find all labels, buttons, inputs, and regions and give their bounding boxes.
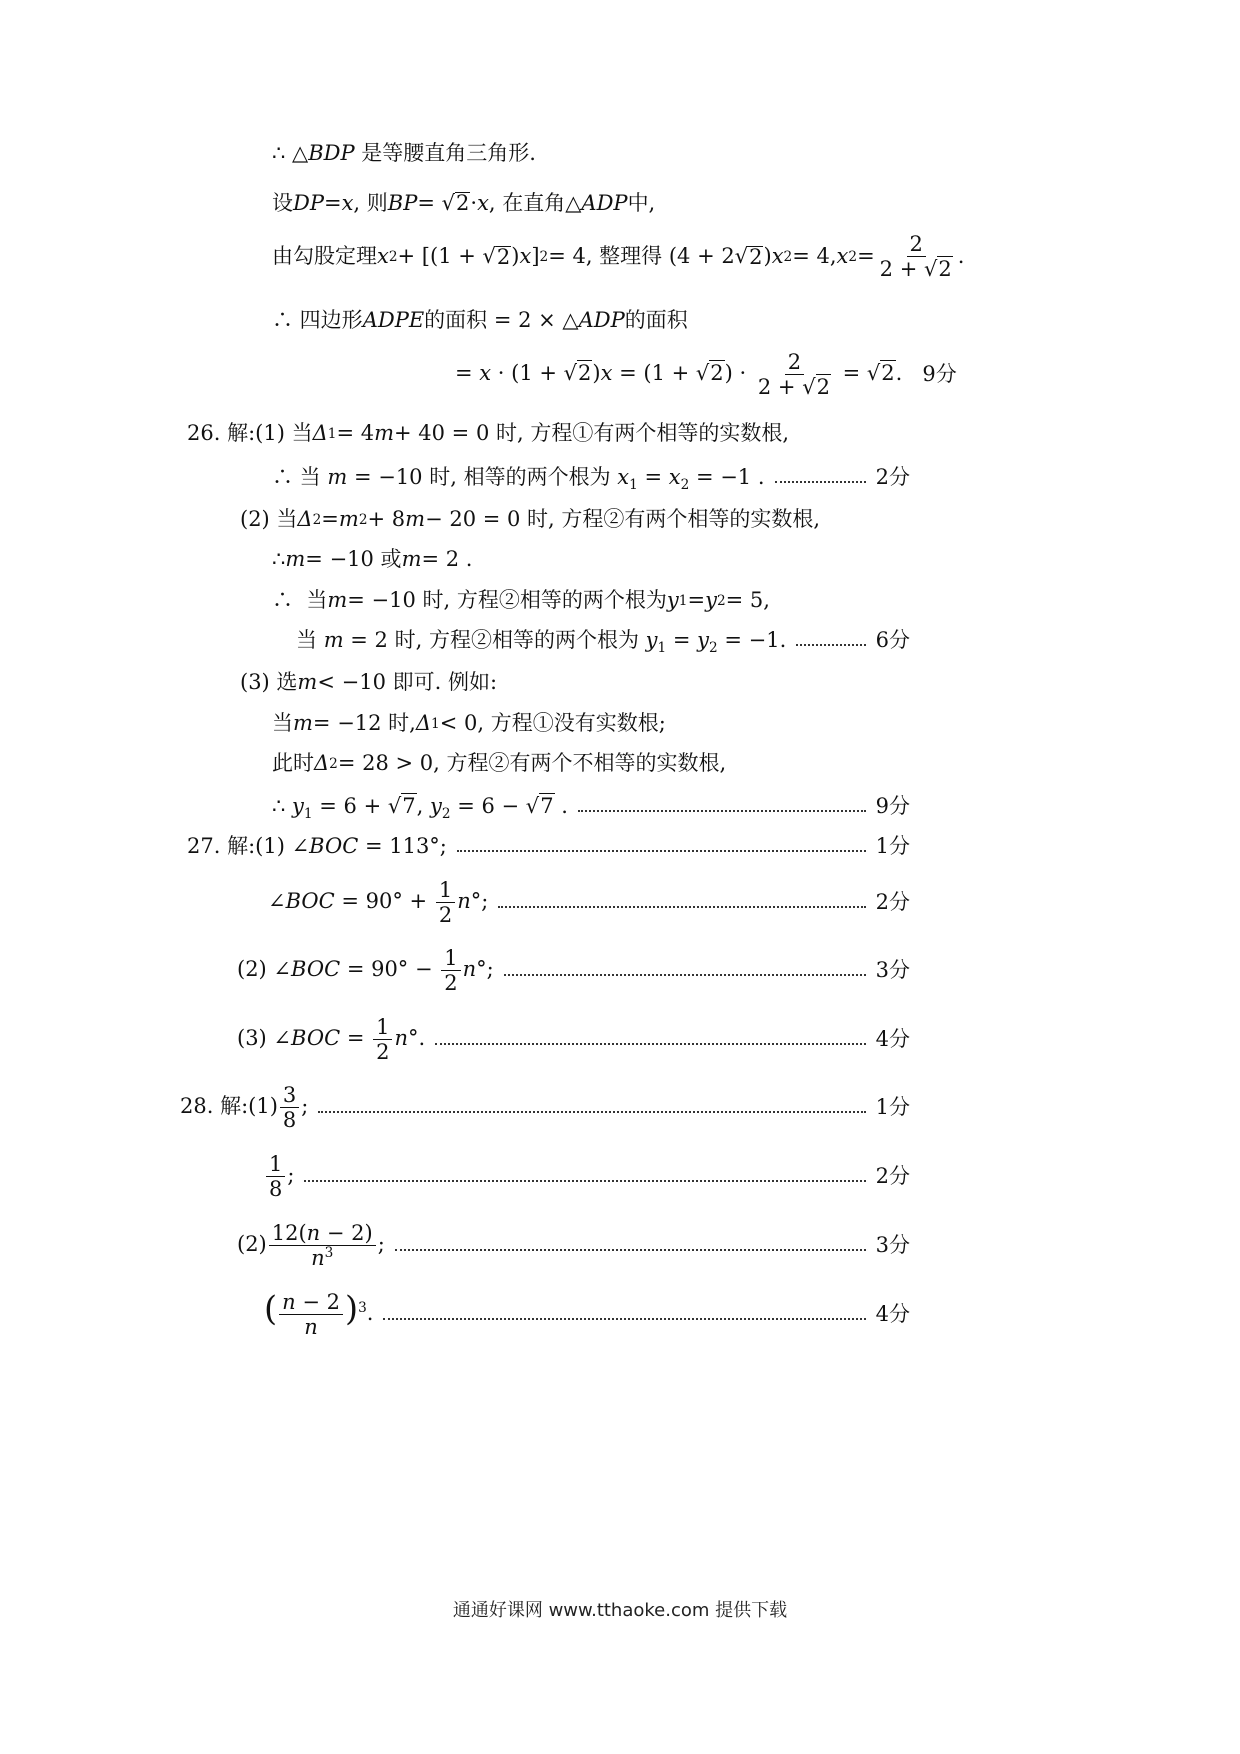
footer-text: 通通好课网 www.tthaoke.com 提供下载 [452,1600,788,1621]
text-line: ∴ △ BDP 是等腰直角三角形. [272,141,536,165]
text-line: 由勾股定理 x 2 + [(1 + √ 2 ) x ] 2 = 4, 整理得 (4 + 2√ 2 ) x 2 = 4, x 2 = $\frac{2}{2 + √2}$ . [272,232,965,282]
score-label: 3分 [875,1233,910,1258]
text-line: (2) ∠BOC = 90° − $\frac{1}{2}$ n°; 3分 [237,946,910,996]
score-label: 2分 [875,1164,910,1189]
text-line: 设 DP = x , 则 BP = √ 2 · x , 在直角△ ADP 中, [272,190,656,215]
score-label: 4分 [875,1027,910,1052]
text-line: ∴ 四边形 ADPE 的面积 = 2 × △ ADP 的面积 [272,308,688,332]
score-label: 6分 [875,628,910,652]
text-line: ∴ m = −10 或 m = 2 . [272,547,473,571]
text-line: (3) 选 m < −10 即可. 例如: [240,670,498,694]
score-label: 2分 [875,465,910,489]
text-line: (2) 当 Δ 2 = m 2 + 8 m − 20 = 0 时, 方程②有两个相等的实数根, [240,507,821,531]
text-line: ∴ $y_1 = 6 + √7$, $y_2 = 6 - √7$ . 9分 [272,794,910,823]
score-label: 1分 [875,834,910,858]
text-line: ∴ 当 m = −10 时, 方程②相等的两个根为 y 1 = y 2 = 5, [272,588,770,612]
score-label: 2分 [875,890,910,915]
text-line: 27. 解:(1) ∠BOC = 113°; 1分 [187,834,910,858]
text-line: 28. 解:(1) $\frac{3}{8}$ ; 1分 [180,1083,910,1133]
score-label: 4分 [875,1302,910,1327]
text-line: (2) $\frac{12(n - 2)}{n^3}$ ; 3分 [237,1221,910,1271]
score-label: 1分 [875,1095,910,1120]
text-line: 当 m = −12 时, Δ 1 < 0, 方程①没有实数根; [272,711,666,735]
score-label: 9分 [875,794,910,818]
text-line: ∠BOC = 90° + $\frac{1}{2}$ n°; 2分 [268,878,910,928]
text-line: $\frac{1}{8}$ ; 2分 [264,1152,910,1201]
text-line: ∴ 当 m = −10 时, 相等的两个根为 $x_1 = x_2 = -1$ . 2分 [272,465,910,494]
text-line: ( $\frac{n - 2}{n}$ )$^3$. 4分 [264,1289,910,1340]
score-label: 3分 [875,958,910,983]
text-line: 26. 解:(1) 当 Δ 1 = 4 m + 40 = 0 时, 方程①有两个相等的实数根, [187,421,789,445]
score-label: 9分 [922,362,957,387]
text-line: = x · (1 + √2)x = (1 + √2) · $\frac{2}{2 + √2}$ = √2. 9分 [455,350,957,400]
text-line: (3) ∠BOC = $\frac{1}{2}$ n°. 4分 [237,1015,910,1065]
text-line: 当 m = 2 时, 方程②相等的两个根为 $y_1 = y_2 = -1$. 6分 [296,628,910,657]
text-line: 此时 Δ 2 = 28 > 0, 方程②有两个不相等的实数根, [272,751,727,775]
